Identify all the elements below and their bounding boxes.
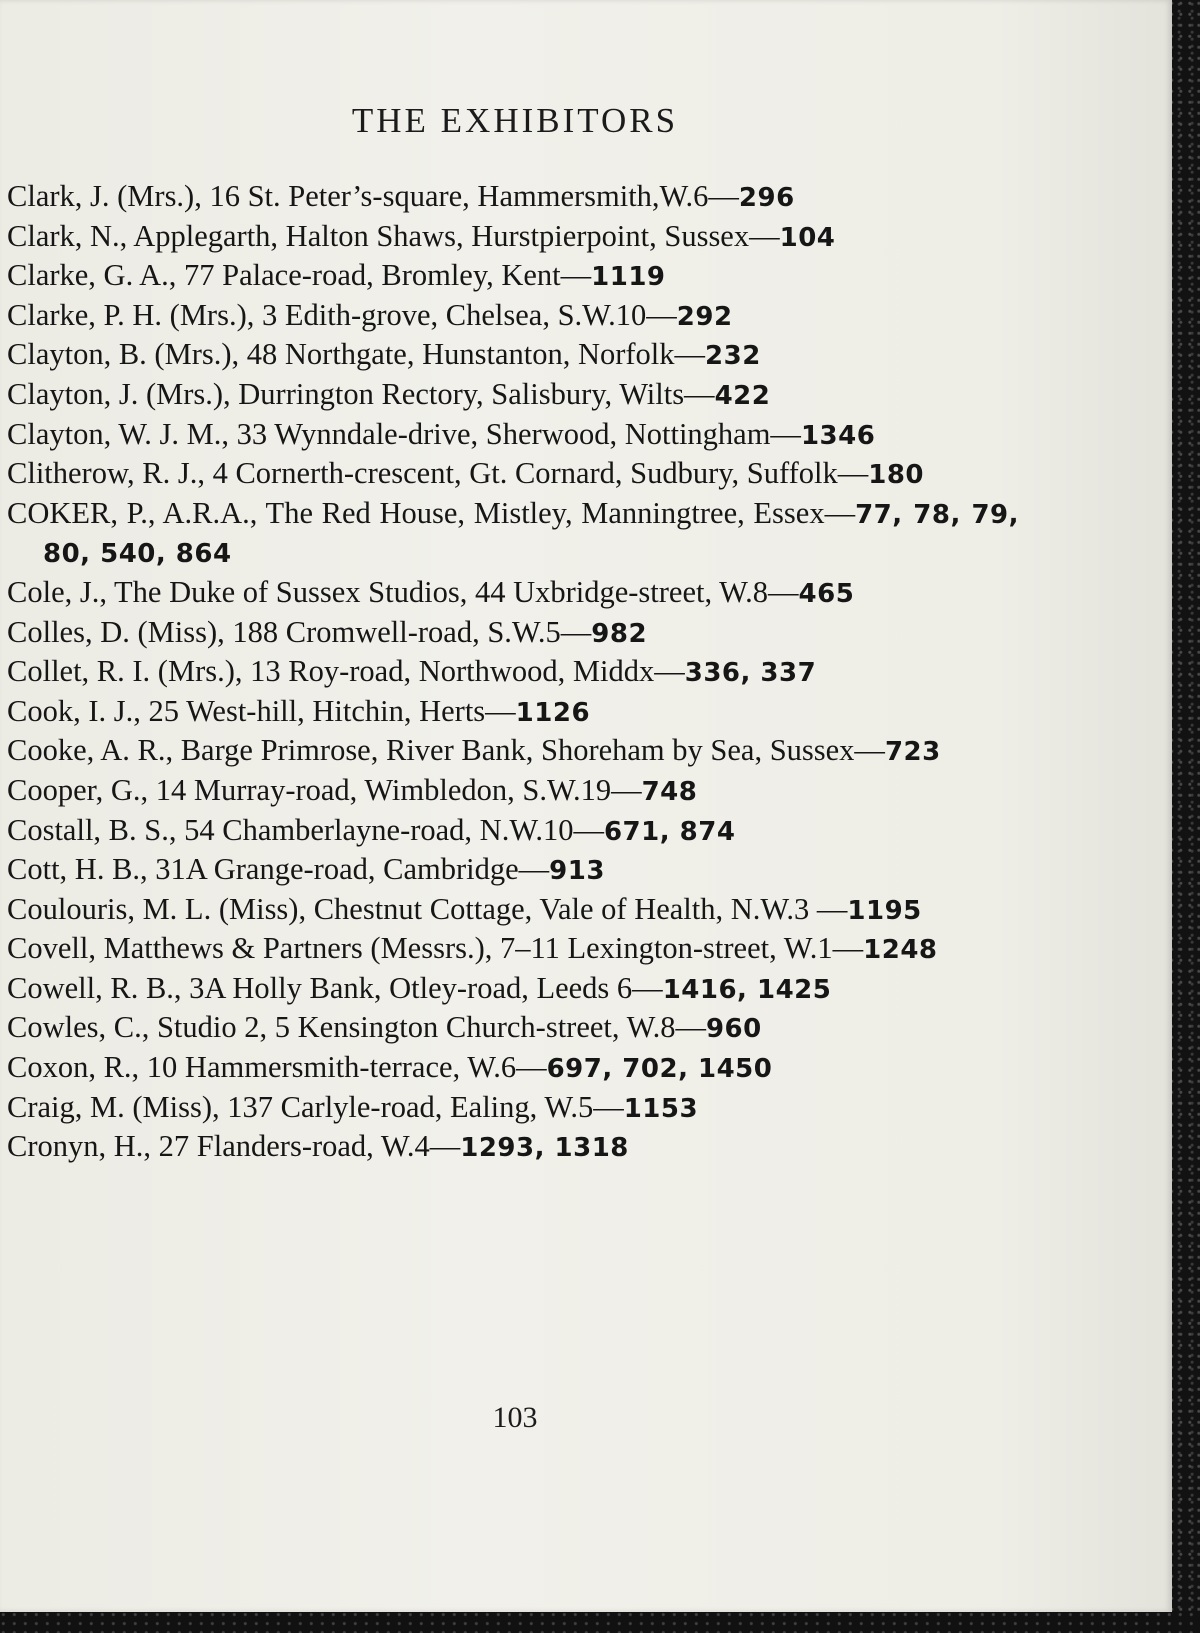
exhibitor-address: Coxon, R., 10 Hammersmith-terrace, W.6— bbox=[7, 1050, 547, 1085]
exhibitor-address: Colles, D. (Miss), 188 Cromwell-road, S.W.5— bbox=[7, 614, 592, 649]
exhibitor-address: Cooper, G., 14 Murray-road, Wimbledon, S.W.19— bbox=[7, 772, 642, 807]
catalogue-numbers: 723 bbox=[884, 737, 941, 768]
catalogue-numbers: 748 bbox=[641, 776, 698, 807]
page-number: 103 bbox=[492, 1401, 538, 1434]
exhibitor-address: Clark, N., Applegarth, Halton Shaws, Hurstpierpoint, Sussex— bbox=[7, 218, 780, 253]
exhibitor-list bbox=[7, 178, 1019, 1168]
exhibitor-address: COKER, P., A.R.A., The Red House, Mistley, Manningtree, Essex— bbox=[7, 495, 856, 530]
catalogue-numbers: 982 bbox=[591, 618, 648, 649]
catalogue-numbers: 1119 bbox=[591, 262, 666, 293]
catalogue-numbers: 1416, 1425 bbox=[662, 974, 832, 1005]
catalogue-numbers: 465 bbox=[798, 578, 855, 609]
catalogue-numbers: 671, 874 bbox=[603, 816, 736, 847]
exhibitor-entry bbox=[7, 614, 1019, 654]
exhibitor-address: Collet, R. I. (Mrs.), 13 Roy-road, Northwood, Middx— bbox=[7, 654, 685, 689]
exhibitor-entry bbox=[7, 970, 1019, 1010]
exhibitor-entry bbox=[7, 495, 1019, 574]
scan-background-bottom bbox=[0, 1611, 1200, 1633]
exhibitor-address: Clarke, P. H. (Mrs.), 3 Edith-grove, Chelsea, S.W.10— bbox=[7, 297, 677, 332]
exhibitor-entry bbox=[7, 891, 1019, 931]
exhibitor-entry bbox=[7, 178, 1019, 218]
exhibitor-entry bbox=[7, 455, 1019, 495]
page-title: THE EXHIBITORS bbox=[351, 101, 679, 140]
exhibitor-address: Cowles, C., Studio 2, 5 Kensington Church-street, W.8— bbox=[7, 1010, 706, 1045]
exhibitor-entry bbox=[7, 218, 1019, 258]
exhibitor-entry bbox=[7, 297, 1019, 337]
catalogue-numbers: 1126 bbox=[515, 697, 591, 728]
exhibitor-entry bbox=[7, 1049, 1019, 1089]
catalogue-numbers: 77, 78, 79, 80, 540, 864 bbox=[43, 499, 1020, 570]
catalogue-numbers: 336, 337 bbox=[684, 658, 817, 689]
exhibitor-address: Cowell, R. B., 3A Holly Bank, Otley-road, Leeds 6— bbox=[7, 970, 663, 1005]
exhibitor-address: Clark, J. (Mrs.), 16 St. Peter’s-square, Hammersmith,W.6— bbox=[7, 179, 739, 213]
exhibitor-address: Covell, Matthews & Partners (Messrs.), 7–11 Lexington-street, W.1— bbox=[7, 931, 864, 966]
catalogue-numbers: 1153 bbox=[623, 1093, 699, 1124]
catalogue-numbers: 1248 bbox=[863, 935, 938, 966]
exhibitor-entry bbox=[7, 812, 1019, 852]
catalogue-numbers: 104 bbox=[779, 222, 836, 253]
catalogue-numbers: 1293, 1318 bbox=[460, 1133, 629, 1164]
exhibitor-entry bbox=[7, 732, 1019, 772]
exhibitor-address: Clitherow, R. J., 4 Cornerth-crescent, Gt. Cornard, Sudbury, Suffolk— bbox=[7, 456, 869, 491]
exhibitor-entry bbox=[7, 376, 1019, 416]
exhibitor-entry bbox=[7, 416, 1019, 456]
exhibitor-address: Costall, B. S., 54 Chamberlayne-road, N.W.10— bbox=[7, 812, 604, 847]
exhibitor-entry bbox=[7, 257, 1019, 297]
exhibitor-address: Cole, J., The Duke of Sussex Studios, 44 Uxbridge-street, W.8— bbox=[7, 574, 799, 609]
exhibitor-address: Craig, M. (Miss), 137 Carlyle-road, Ealing, W.5— bbox=[7, 1089, 624, 1124]
exhibitor-entry bbox=[7, 930, 1019, 970]
exhibitor-address: Cott, H. B., 31A Grange-road, Cambridge— bbox=[7, 852, 550, 887]
exhibitor-address: Clayton, W. J. M., 33 Wynndale-drive, Sherwood, Nottingham— bbox=[7, 416, 801, 451]
exhibitor-address: Clayton, J. (Mrs.), Durrington Rectory, Salisbury, Wilts— bbox=[7, 376, 715, 411]
catalogue-numbers: 1346 bbox=[800, 420, 876, 451]
catalogue-numbers: 292 bbox=[676, 301, 733, 332]
exhibitor-address: Cronyn, H., 27 Flanders-road, W.4— bbox=[7, 1129, 461, 1164]
exhibitor-entry bbox=[7, 693, 1019, 733]
exhibitor-entry bbox=[7, 1128, 1019, 1168]
exhibitor-address: Cooke, A. R., Barge Primrose, River Bank, Shoreham by Sea, Sussex— bbox=[7, 733, 885, 768]
exhibitor-entry bbox=[7, 574, 1019, 614]
exhibitor-entry bbox=[7, 1089, 1019, 1129]
exhibitor-address: Cook, I. J., 25 West-hill, Hitchin, Herts— bbox=[7, 693, 516, 728]
catalogue-numbers: 422 bbox=[714, 380, 771, 411]
catalogue-numbers: 296 bbox=[738, 183, 795, 213]
scan-background-edge bbox=[1170, 0, 1200, 1633]
catalogue-numbers: 960 bbox=[705, 1014, 762, 1045]
exhibitor-address: Coulouris, M. L. (Miss), Chestnut Cottage, Vale of Health, N.W.3 — bbox=[7, 891, 848, 926]
catalogue-numbers: 913 bbox=[549, 856, 605, 887]
exhibitor-entry bbox=[7, 653, 1019, 693]
exhibitor-entry bbox=[7, 1009, 1019, 1049]
catalogue-numbers: 180 bbox=[868, 460, 925, 491]
catalogue-numbers: 697, 702, 1450 bbox=[546, 1054, 773, 1085]
exhibitor-address: Clarke, G. A., 77 Palace-road, Bromley, Kent— bbox=[7, 258, 592, 293]
catalogue-numbers: 232 bbox=[705, 341, 761, 372]
exhibitor-entry bbox=[7, 851, 1019, 891]
exhibitor-entry bbox=[7, 336, 1019, 376]
catalogue-numbers: 1195 bbox=[847, 895, 922, 926]
exhibitor-address: Clayton, B. (Mrs.), 48 Northgate, Hunstanton, Norfolk— bbox=[7, 337, 706, 372]
exhibitor-entry bbox=[7, 772, 1019, 812]
